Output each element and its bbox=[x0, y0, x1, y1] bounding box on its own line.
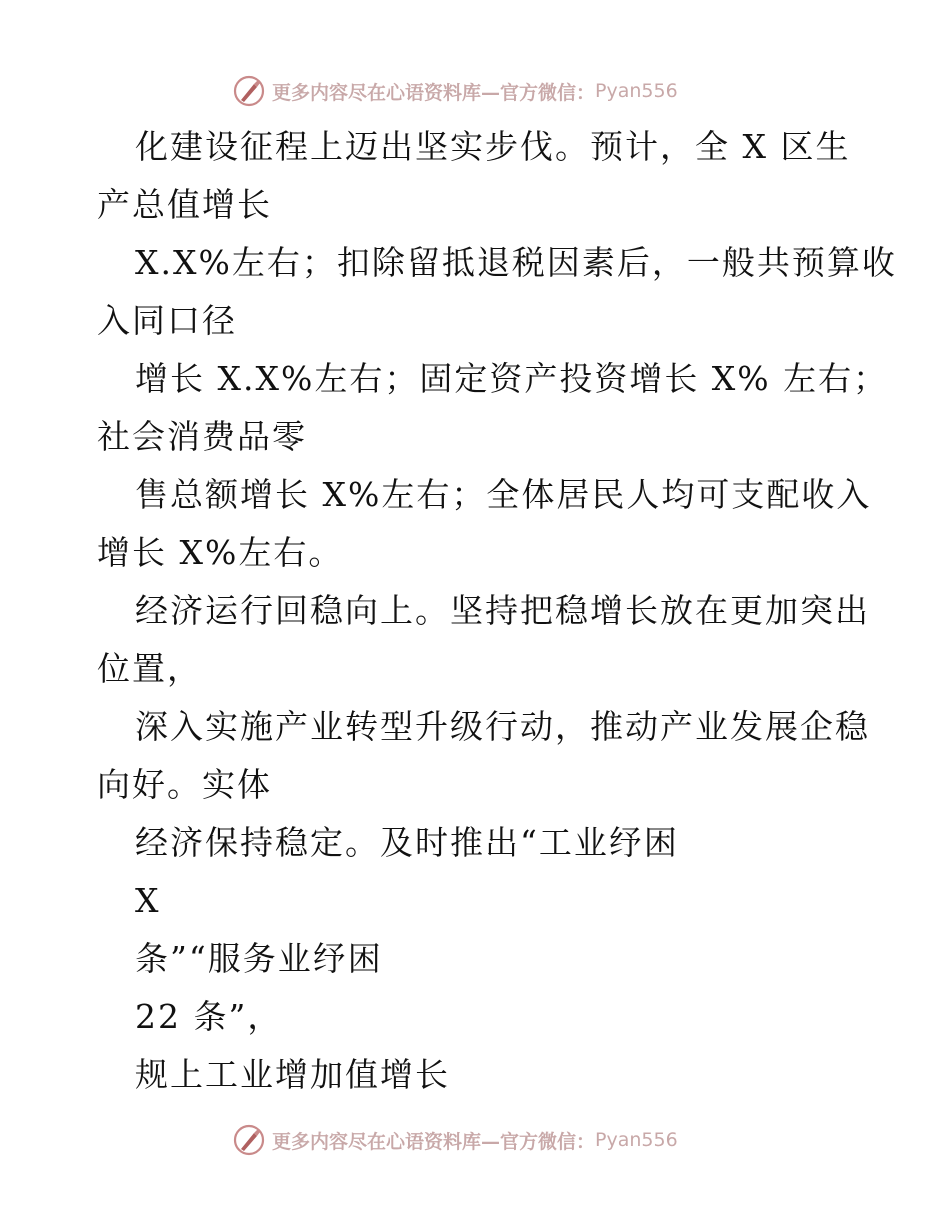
text-line: 向好。实体 bbox=[97, 765, 272, 804]
pen-circle-logo bbox=[232, 1123, 266, 1157]
text-line: 条”“服务业纾困 bbox=[135, 939, 383, 978]
footer-watermark bbox=[232, 1120, 732, 1160]
text-line: 经济运行回稳向上。坚持把稳增长放在更加突出 bbox=[135, 591, 870, 630]
text-line: 规上工业增加值增长 bbox=[135, 1055, 450, 1094]
watermark-account: Pyan556 bbox=[595, 80, 678, 102]
text-line: 增长 X.X%左右；固定资产投资增长 X% 左右； bbox=[135, 359, 889, 398]
text-line: 售总额增长 X%左右；全体居民人均可支配收入 bbox=[135, 475, 872, 514]
text-line: 位置， bbox=[97, 649, 202, 688]
text-line: 化建设征程上迈出坚实步伐。预计，全 X 区生 bbox=[135, 127, 851, 166]
text-line: X bbox=[135, 881, 161, 920]
text-line: 产总值增长 bbox=[97, 185, 272, 224]
text-line: 社会消费品零 bbox=[97, 417, 307, 456]
text-line: X.X%左右；扣除留抵退税因素后，一般共预算收 bbox=[135, 243, 897, 282]
text-line: 增长 X%左右。 bbox=[97, 533, 344, 572]
watermark-account: Pyan556 bbox=[595, 1129, 678, 1151]
watermark-text: 更多内容尽在心语资料库—官方微信： bbox=[272, 1130, 596, 1153]
text-line: 入同口径 bbox=[97, 301, 237, 340]
document-body bbox=[97, 118, 897, 1104]
header-watermark bbox=[232, 71, 732, 111]
pen-circle-logo bbox=[232, 74, 266, 108]
watermark-text: 更多内容尽在心语资料库—官方微信： bbox=[272, 81, 596, 104]
text-line: 深入实施产业转型升级行动，推动产业发展企稳 bbox=[135, 707, 870, 746]
text-line: 经济保持稳定。及时推出“工业纾困 bbox=[135, 823, 679, 862]
text-line: 22 条”， bbox=[135, 997, 283, 1036]
